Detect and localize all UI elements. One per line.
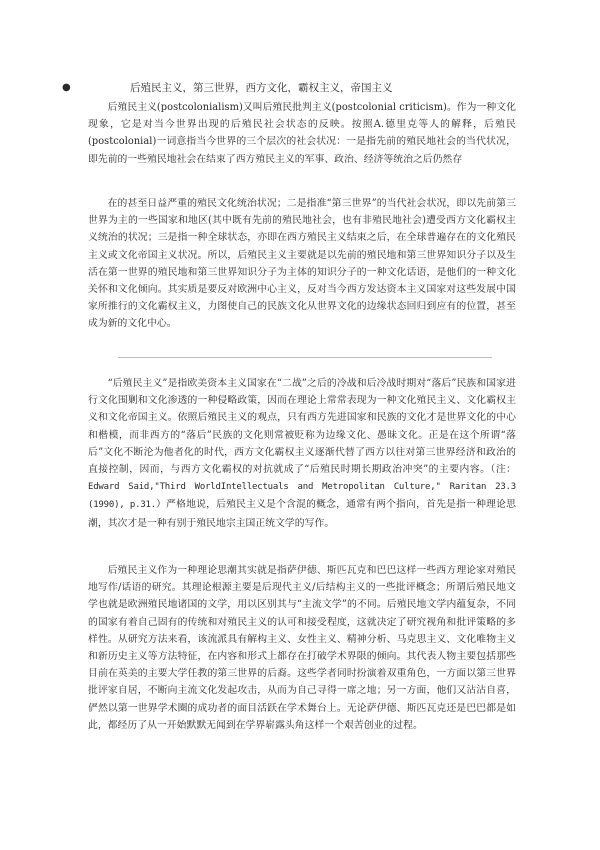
paragraph-definition: 后殖民主义(postcolonialism)又叫后殖民批判主义(postcolonial criticism)。作为一种文化现象，它是对当今世界出现的后殖民社会状态的反映。按照A.德里克等人的解释，后殖民(postcolonial)一词意指当今世界的三个层次的社会状况：一是指先前的殖民地社会的当代状况，即先前的一些殖民地社会在结束了西方殖民主义的军事、政治、经济等统治之后仍然存 (88, 102, 516, 165)
paragraph-cultural-status: 在的甚至日益严重的殖民文化统治状况；二是指准“第三世界”的当代社会状况，即以先前第三世界为主的一些国家和地区(其中既有先前的殖民地社会，也有非殖民地社会)遭受西方文化霸权主义统治的状况；三是指一种全球状态，亦即在西方殖民主义结束之后，在全球普遍存在的文化殖民主义或文化帝国主义状况。所以，后殖民主义主要就是以先前的殖民地和第三世界知识分子以及生活在第一世界的殖民地和第三世界知识分子为主体的知识分子的一种文化话语，是他们的一种文化关怀和文化倾向。其实质是要反对欧洲中心主义，反对当今西方发达资本主义国家对这些发展中国家所推行的文化霸权主义，力图使自己的民族文化从世界文化的边缘状态回归到应有的位置，甚至成为新的文化中心。 (88, 198, 516, 330)
paragraph-postcolonial-policy (88, 375, 516, 532)
section-divider (118, 357, 492, 358)
bullet-icon: ● (62, 82, 71, 93)
paragraph-3-continued: ）严格地说，后殖民主义是个含混的概念，通常有两个指向，首先是指一种理论思潮，其次才是一种有别于殖民地宗主国正统文学的写作。 (88, 499, 516, 529)
keywords-heading: 后殖民主义，第三世界，西方文化，霸权主义，帝国主义 (130, 82, 393, 94)
paragraph-theory-trend: 后殖民主义作为一种理论思潮其实就是指萨伊德、斯匹瓦克和巴巴这样一些西方理论家对殖民地写作/话语的研究。其理论根源主要是后现代主义/后结构主义的一些批评概念；所谓后殖民地文学也就是欧洲殖民地诸国的文学，用以区别其与“主流文学”的不同。后殖民地文学内蕴复杂，不同的国家有着自己固有的传统和对殖民主义的认可和接受程度，这就决定了研究视角和批评策略的多样性。从研究方法来看，该流派具有解构主义、女性主义、精神分析、马克思主义、文化唯物主义和新历史主义等方法特征，在内容和形式上都存在打破学术界限的倾向。其代表人物主要包括那些目前在英美的主要大学任教的第三世界的后裔。这些学者同时扮演着双重角色，一方面以第三世界批评家自居，不断向主流文化发起攻击，从而为自己寻得一席之地；另一方面，他们又沾沾自喜，俨然以第一世界学术圈的成功者的面目活跃在学术舞台上。无论萨伊德、斯匹瓦克还是巴巴都是如此，都经历了从一开始默默无闻到在学界崭露头角这样一个艰苦创业的过程。 (88, 565, 516, 731)
paragraph-3-text: “后殖民主义”是指欧美资本主义国家在“二战”之后的冷战和后冷战时期对“落后”民族和国家进行文化围剿和文化渗透的一种侵略政策，因而在理论上常常表现为一种文化殖民主义、文化霸权主义和文化帝国主义。依照后殖民主义的观点，只有西方先进国家和民族的文化才是世界文化的中心和楷模，而非西方的“落后”民族的文化则常被贬称为边缘文化、愚昧文化。正是在这个所谓“落后”文化不断沦为他者化的时代，西方文化霸权主义逐渐代替了西方以往对第三世界经济和政治的直接控制，因而，与西方文化霸权的对抗就成了“后殖民时期长期政治冲突”的主要内容。（注： (88, 378, 516, 476)
citation-note: Edward Said,"Third WorldIntellectuals and Metropolitan Culture," Raritan 23.3 (1990), p.31. (88, 482, 516, 511)
